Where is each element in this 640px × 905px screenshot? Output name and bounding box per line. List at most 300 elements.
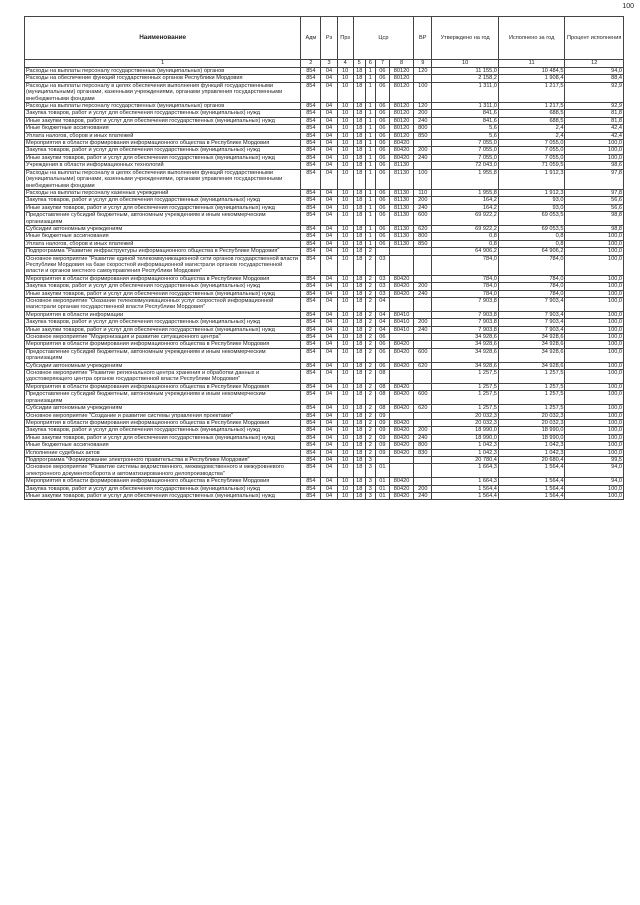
row-tsr-event: 08 xyxy=(375,391,389,405)
header-prz: Прз xyxy=(337,17,353,60)
column-index: 7 xyxy=(375,60,389,68)
row-rz: 04 xyxy=(321,383,337,390)
row-adm: 854 xyxy=(301,298,321,312)
row-prz: 10 xyxy=(337,290,353,297)
row-tsr-subprogram: 2 xyxy=(365,383,375,390)
row-vr: 240 xyxy=(414,434,432,441)
row-tsr-subprogram: 1 xyxy=(365,147,375,154)
row-tsr-event: 06 xyxy=(375,197,389,204)
row-percent: 98,8 xyxy=(565,212,624,226)
row-tsr-direction: 80120 xyxy=(389,103,413,110)
row-tsr-subprogram: 3 xyxy=(365,492,375,499)
row-adm: 854 xyxy=(301,162,321,169)
table-row xyxy=(25,492,624,499)
row-prz: 10 xyxy=(337,154,353,161)
column-index: 8 xyxy=(389,60,413,68)
column-index: 5 xyxy=(353,60,365,68)
row-tsr-subprogram: 2 xyxy=(365,290,375,297)
row-rz: 04 xyxy=(321,110,337,117)
row-tsr-event: 06 xyxy=(375,140,389,147)
row-tsr-subprogram: 3 xyxy=(365,464,375,478)
row-name: Предоставление субсидий бюджетным, автономным учреждениям и иным некоммерческим организациям xyxy=(25,212,301,226)
row-percent: 100,0 xyxy=(565,319,624,326)
row-percent: 100,0 xyxy=(565,240,624,247)
row-rz: 04 xyxy=(321,405,337,412)
row-adm: 854 xyxy=(301,485,321,492)
row-rz: 04 xyxy=(321,419,337,426)
row-tsr-direction: 80420 xyxy=(389,405,413,412)
row-percent: 100,0 xyxy=(565,485,624,492)
table-row xyxy=(25,225,624,232)
row-tsr-direction: 80420 xyxy=(389,147,413,154)
row-rz: 04 xyxy=(321,442,337,449)
row-prz: 10 xyxy=(337,197,353,204)
row-fact-amount: 34 928,6 xyxy=(498,362,565,369)
table-row xyxy=(25,147,624,154)
row-fact-amount: 1 257,5 xyxy=(498,370,565,384)
row-percent: 92,9 xyxy=(565,82,624,102)
row-tsr-direction xyxy=(389,370,413,384)
row-adm: 854 xyxy=(301,204,321,211)
row-percent: 100,0 xyxy=(565,370,624,384)
row-rz: 04 xyxy=(321,492,337,499)
row-adm: 854 xyxy=(301,110,321,117)
row-vr: 240 xyxy=(414,204,432,211)
row-prz: 10 xyxy=(337,348,353,362)
row-tsr-event: 06 xyxy=(375,125,389,132)
row-adm: 854 xyxy=(301,290,321,297)
row-tsr-event: 06 xyxy=(375,348,389,362)
row-adm: 854 xyxy=(301,275,321,282)
row-tsr-direction xyxy=(389,255,413,275)
row-adm: 854 xyxy=(301,103,321,110)
row-tsr-subprogram: 2 xyxy=(365,442,375,449)
table-row xyxy=(25,391,624,405)
row-percent: 42,4 xyxy=(565,132,624,139)
row-name: Мероприятия в области информации xyxy=(25,311,301,318)
row-tsr-subprogram: 2 xyxy=(365,255,375,275)
row-fact-amount: 34 928,6 xyxy=(498,341,565,348)
row-prz: 10 xyxy=(337,75,353,82)
row-plan-amount: 34 928,6 xyxy=(432,362,499,369)
row-name: Иные закупки товаров, работ и услуг для обеспечения государственных (муниципальных) нужд xyxy=(25,117,301,124)
table-row xyxy=(25,442,624,449)
row-name: Основное мероприятие "Развитие единой телекоммуникационной сети органов государственной власти Республики Мордовия на базе скоростной информационной магистрали органов государственной власти и органов местного самоуправления Республики Мордовия" xyxy=(25,255,301,275)
row-fact-amount: 7 055,0 xyxy=(498,140,565,147)
row-percent: 100,0 xyxy=(565,427,624,434)
row-vr xyxy=(414,75,432,82)
row-rz: 04 xyxy=(321,140,337,147)
row-prz: 10 xyxy=(337,255,353,275)
table-row xyxy=(25,319,624,326)
row-prz: 10 xyxy=(337,82,353,102)
row-prz: 10 xyxy=(337,169,353,189)
row-prz: 10 xyxy=(337,298,353,312)
row-tsr-program: 18 xyxy=(353,240,365,247)
row-adm: 854 xyxy=(301,434,321,441)
row-plan-amount: 18 990,0 xyxy=(432,427,499,434)
row-tsr-subprogram: 1 xyxy=(365,103,375,110)
row-tsr-subprogram: 1 xyxy=(365,189,375,196)
row-fact-amount: 18 990,0 xyxy=(498,434,565,441)
row-vr xyxy=(414,311,432,318)
row-name: Закупка товаров, работ и услуг для обеспечения государственных (муниципальных) нужд xyxy=(25,197,301,204)
row-adm: 854 xyxy=(301,248,321,255)
row-percent: 56,6 xyxy=(565,197,624,204)
row-prz: 10 xyxy=(337,132,353,139)
row-tsr-event: 01 xyxy=(375,478,389,485)
row-vr: 620 xyxy=(414,362,432,369)
row-vr xyxy=(414,275,432,282)
row-tsr-direction: 80420 xyxy=(389,391,413,405)
row-plan-amount: 7 903,8 xyxy=(432,319,499,326)
row-plan-amount: 164,2 xyxy=(432,197,499,204)
row-tsr-program: 18 xyxy=(353,298,365,312)
row-tsr-subprogram: 2 xyxy=(365,405,375,412)
row-name: Иные закупки товаров, работ и услуг для обеспечения государственных (муниципальных) нужд xyxy=(25,326,301,333)
table-row xyxy=(25,197,624,204)
row-adm: 854 xyxy=(301,125,321,132)
row-adm: 854 xyxy=(301,492,321,499)
table-row xyxy=(25,456,624,463)
table-row xyxy=(25,110,624,117)
row-name: Мероприятия в области формирования информационного общества в Республике Мордовия xyxy=(25,478,301,485)
row-tsr-direction: 80420 xyxy=(389,427,413,434)
row-name: Закупка товаров, работ и услуг для обеспечения государственных (муниципальных) нужд xyxy=(25,485,301,492)
row-tsr-direction: 80420 xyxy=(389,442,413,449)
row-tsr-program: 18 xyxy=(353,204,365,211)
row-tsr-event: 01 xyxy=(375,492,389,499)
row-percent: 100,0 xyxy=(565,248,624,255)
row-tsr-program: 18 xyxy=(353,391,365,405)
row-plan-amount: 1 257,5 xyxy=(432,383,499,390)
row-tsr-program: 18 xyxy=(353,147,365,154)
row-fact-amount: 7 903,4 xyxy=(498,326,565,333)
row-tsr-program: 18 xyxy=(353,334,365,341)
table-row xyxy=(25,427,624,434)
row-tsr-subprogram: 3 xyxy=(365,485,375,492)
row-tsr-subprogram: 1 xyxy=(365,162,375,169)
row-prz: 10 xyxy=(337,212,353,226)
row-tsr-program: 18 xyxy=(353,132,365,139)
row-tsr-event: 01 xyxy=(375,485,389,492)
row-prz: 10 xyxy=(337,117,353,124)
row-tsr-event: 06 xyxy=(375,82,389,102)
row-plan-amount: 1 257,5 xyxy=(432,405,499,412)
row-vr xyxy=(414,334,432,341)
row-vr: 240 xyxy=(414,326,432,333)
row-adm: 854 xyxy=(301,154,321,161)
column-index-row xyxy=(25,60,624,68)
row-adm: 854 xyxy=(301,334,321,341)
row-tsr-subprogram: 2 xyxy=(365,341,375,348)
row-fact-amount: 20 032,3 xyxy=(498,412,565,419)
row-prz: 10 xyxy=(337,283,353,290)
row-tsr-event: 04 xyxy=(375,319,389,326)
row-tsr-program: 18 xyxy=(353,233,365,240)
row-fact-amount: 69 053,5 xyxy=(498,212,565,226)
row-adm: 854 xyxy=(301,75,321,82)
row-tsr-subprogram: 2 xyxy=(365,319,375,326)
row-tsr-direction: 80420 xyxy=(389,140,413,147)
header-fact: Исполнено за год xyxy=(498,17,565,60)
row-prz: 10 xyxy=(337,147,353,154)
row-plan-amount: 164,2 xyxy=(432,204,499,211)
row-tsr-direction: 81130 xyxy=(389,162,413,169)
table-row xyxy=(25,75,624,82)
row-percent: 100,0 xyxy=(565,442,624,449)
row-name: Предоставление субсидий бюджетным, автономным учреждениям и иным некоммерческим организациям xyxy=(25,391,301,405)
row-prz: 10 xyxy=(337,275,353,282)
row-plan-amount: 1 564,4 xyxy=(432,492,499,499)
row-percent: 98,8 xyxy=(565,225,624,232)
row-tsr-event: 06 xyxy=(375,233,389,240)
row-adm: 854 xyxy=(301,132,321,139)
row-fact-amount: 784,0 xyxy=(498,290,565,297)
row-prz: 10 xyxy=(337,189,353,196)
table-row xyxy=(25,283,624,290)
table-row xyxy=(25,132,624,139)
row-prz: 10 xyxy=(337,405,353,412)
row-tsr-event: 08 xyxy=(375,383,389,390)
table-row xyxy=(25,348,624,362)
row-rz: 04 xyxy=(321,464,337,478)
row-tsr-program: 18 xyxy=(353,169,365,189)
row-vr: 120 xyxy=(414,68,432,75)
row-rz: 04 xyxy=(321,449,337,456)
row-rz: 04 xyxy=(321,341,337,348)
row-rz: 04 xyxy=(321,485,337,492)
row-rz: 04 xyxy=(321,75,337,82)
row-vr: 830 xyxy=(414,449,432,456)
row-tsr-direction: 80420 xyxy=(389,383,413,390)
row-tsr-program: 18 xyxy=(353,140,365,147)
table-body xyxy=(25,68,624,500)
table-row xyxy=(25,162,624,169)
row-tsr-direction: 80420 xyxy=(389,419,413,426)
row-tsr-event: 06 xyxy=(375,147,389,154)
row-name: Закупка товаров, работ и услуг для обеспечения государственных (муниципальных) нужд xyxy=(25,319,301,326)
table-row xyxy=(25,255,624,275)
row-plan-amount: 1 042,3 xyxy=(432,442,499,449)
row-vr: 800 xyxy=(414,125,432,132)
table-row xyxy=(25,125,624,132)
row-adm: 854 xyxy=(301,147,321,154)
row-tsr-program: 18 xyxy=(353,434,365,441)
row-prz: 10 xyxy=(337,341,353,348)
row-adm: 854 xyxy=(301,233,321,240)
row-tsr-program: 18 xyxy=(353,212,365,226)
row-percent: 42,4 xyxy=(565,125,624,132)
row-adm: 854 xyxy=(301,370,321,384)
row-name: Основное мероприятие "Развитие системы ведомственного, межведомственного и межуровневого электронного документооборота и автоматизированного делопроизводства" xyxy=(25,464,301,478)
row-tsr-event: 03 xyxy=(375,290,389,297)
row-name: Закупка товаров, работ и услуг для обеспечения государственных (муниципальных) нужд xyxy=(25,427,301,434)
row-fact-amount: 1 257,5 xyxy=(498,383,565,390)
row-tsr-direction: 80420 xyxy=(389,492,413,499)
row-prz: 10 xyxy=(337,478,353,485)
row-fact-amount: 1 217,5 xyxy=(498,82,565,102)
table-row xyxy=(25,154,624,161)
row-prz: 10 xyxy=(337,248,353,255)
row-tsr-program: 18 xyxy=(353,154,365,161)
row-percent: 100,0 xyxy=(565,341,624,348)
row-vr xyxy=(414,298,432,312)
row-name: Иные закупки товаров, работ и услуг для обеспечения государственных (муниципальных) нужд xyxy=(25,154,301,161)
column-index: 1 xyxy=(25,60,301,68)
row-percent: 100,0 xyxy=(565,154,624,161)
table-row xyxy=(25,117,624,124)
row-tsr-program: 18 xyxy=(353,456,365,463)
row-rz: 04 xyxy=(321,240,337,247)
row-prz: 10 xyxy=(337,456,353,463)
row-vr: 100 xyxy=(414,82,432,102)
row-fact-amount: 1 564,4 xyxy=(498,492,565,499)
row-tsr-program: 18 xyxy=(353,189,365,196)
row-prz: 10 xyxy=(337,103,353,110)
row-vr: 200 xyxy=(414,110,432,117)
row-plan-amount: 1 664,3 xyxy=(432,478,499,485)
row-adm: 854 xyxy=(301,341,321,348)
row-plan-amount: 7 903,8 xyxy=(432,311,499,318)
table-row xyxy=(25,405,624,412)
row-fact-amount: 688,5 xyxy=(498,117,565,124)
table-row xyxy=(25,419,624,426)
row-tsr-subprogram: 1 xyxy=(365,140,375,147)
row-plan-amount: 1 955,8 xyxy=(432,169,499,189)
row-tsr-direction: 80420 xyxy=(389,434,413,441)
row-name: Иные закупки товаров, работ и услуг для обеспечения государственных (муниципальных) нужд xyxy=(25,492,301,499)
table-row xyxy=(25,189,624,196)
column-index: 12 xyxy=(565,60,624,68)
row-plan-amount: 1 564,4 xyxy=(432,485,499,492)
row-percent: 94,0 xyxy=(565,478,624,485)
row-tsr-program: 18 xyxy=(353,405,365,412)
row-tsr-program: 18 xyxy=(353,412,365,419)
row-fact-amount: 1 564,4 xyxy=(498,464,565,478)
row-tsr-direction: 80120 xyxy=(389,125,413,132)
row-tsr-subprogram: 2 xyxy=(365,248,375,255)
row-vr xyxy=(414,341,432,348)
row-fact-amount: 1 257,5 xyxy=(498,405,565,412)
row-tsr-direction: 80420 xyxy=(389,348,413,362)
row-tsr-program: 18 xyxy=(353,68,365,75)
row-plan-amount: 784,0 xyxy=(432,255,499,275)
row-tsr-event: 08 xyxy=(375,405,389,412)
row-rz: 04 xyxy=(321,412,337,419)
row-rz: 04 xyxy=(321,169,337,189)
row-tsr-direction: 80120 xyxy=(389,110,413,117)
row-plan-amount: 7 903,8 xyxy=(432,326,499,333)
row-prz: 10 xyxy=(337,434,353,441)
row-tsr-subprogram: 1 xyxy=(365,68,375,75)
row-tsr-event: 01 xyxy=(375,464,389,478)
row-tsr-subprogram: 1 xyxy=(365,169,375,189)
row-tsr-subprogram: 3 xyxy=(365,456,375,463)
row-percent: 98,6 xyxy=(565,162,624,169)
row-tsr-subprogram: 1 xyxy=(365,204,375,211)
row-percent: 81,8 xyxy=(565,110,624,117)
row-tsr-subprogram: 2 xyxy=(365,434,375,441)
row-vr: 600 xyxy=(414,391,432,405)
header-tsr: Цср xyxy=(353,17,414,60)
table-row xyxy=(25,326,624,333)
column-index: 11 xyxy=(498,60,565,68)
row-percent: 100,0 xyxy=(565,311,624,318)
row-plan-amount: 0,8 xyxy=(432,240,499,247)
row-tsr-program: 18 xyxy=(353,117,365,124)
row-adm: 854 xyxy=(301,412,321,419)
row-adm: 854 xyxy=(301,311,321,318)
row-name: Мероприятия в области формирования информационного общества в Республике Мордовия xyxy=(25,140,301,147)
row-name: Мероприятия в области формирования информационного общества в Республике Мордовия xyxy=(25,341,301,348)
row-prz: 10 xyxy=(337,204,353,211)
row-prz: 10 xyxy=(337,334,353,341)
row-percent: 100,0 xyxy=(565,283,624,290)
row-tsr-subprogram: 2 xyxy=(365,370,375,384)
column-index: 4 xyxy=(337,60,353,68)
row-name: Основное мероприятие "Модернизация и развитие ситуационного центра" xyxy=(25,334,301,341)
row-tsr-event: 09 xyxy=(375,419,389,426)
page-number: 100 xyxy=(622,3,634,10)
row-tsr-program: 18 xyxy=(353,383,365,390)
table-row xyxy=(25,383,624,390)
row-plan-amount: 784,0 xyxy=(432,275,499,282)
row-rz: 04 xyxy=(321,391,337,405)
row-rz: 04 xyxy=(321,298,337,312)
row-tsr-program: 18 xyxy=(353,464,365,478)
row-plan-amount: 7 903,8 xyxy=(432,298,499,312)
row-plan-amount: 841,6 xyxy=(432,117,499,124)
row-tsr-subprogram: 1 xyxy=(365,110,375,117)
table-row xyxy=(25,464,624,478)
row-prz: 10 xyxy=(337,391,353,405)
row-percent: 100,0 xyxy=(565,362,624,369)
row-tsr-event: 06 xyxy=(375,132,389,139)
row-name: Мероприятия в области формирования информационного общества в Республике Мордовия xyxy=(25,383,301,390)
row-prz: 10 xyxy=(337,311,353,318)
row-tsr-event: 09 xyxy=(375,442,389,449)
row-tsr-program: 18 xyxy=(353,125,365,132)
row-tsr-subprogram: 2 xyxy=(365,348,375,362)
row-percent: 94,0 xyxy=(565,68,624,75)
row-plan-amount: 784,0 xyxy=(432,290,499,297)
row-vr xyxy=(414,464,432,478)
table-header-row xyxy=(25,17,624,60)
row-adm: 854 xyxy=(301,464,321,478)
row-plan-amount: 1 664,3 xyxy=(432,464,499,478)
row-tsr-program: 18 xyxy=(353,255,365,275)
row-tsr-subprogram: 3 xyxy=(365,478,375,485)
row-fact-amount: 1 042,3 xyxy=(498,442,565,449)
row-tsr-program: 18 xyxy=(353,283,365,290)
row-tsr-event: 06 xyxy=(375,110,389,117)
row-plan-amount: 841,6 xyxy=(432,110,499,117)
row-vr: 600 xyxy=(414,212,432,226)
row-vr: 620 xyxy=(414,405,432,412)
row-name: Расходы на выплаты персоналу в целях обеспечения выполнения функций государственными (муниципальными) органами, казенными учреждениями, органами управления государственными внебюджетными фондами xyxy=(25,82,301,102)
row-tsr-event: 08 xyxy=(375,370,389,384)
row-plan-amount: 20 032,3 xyxy=(432,412,499,419)
row-prz: 10 xyxy=(337,464,353,478)
row-tsr-event: 06 xyxy=(375,341,389,348)
row-tsr-event: 06 xyxy=(375,169,389,189)
row-tsr-program: 18 xyxy=(353,319,365,326)
row-percent: 100,0 xyxy=(565,391,624,405)
row-rz: 04 xyxy=(321,204,337,211)
row-tsr-subprogram: 2 xyxy=(365,334,375,341)
row-fact-amount: 20 680,4 xyxy=(498,456,565,463)
